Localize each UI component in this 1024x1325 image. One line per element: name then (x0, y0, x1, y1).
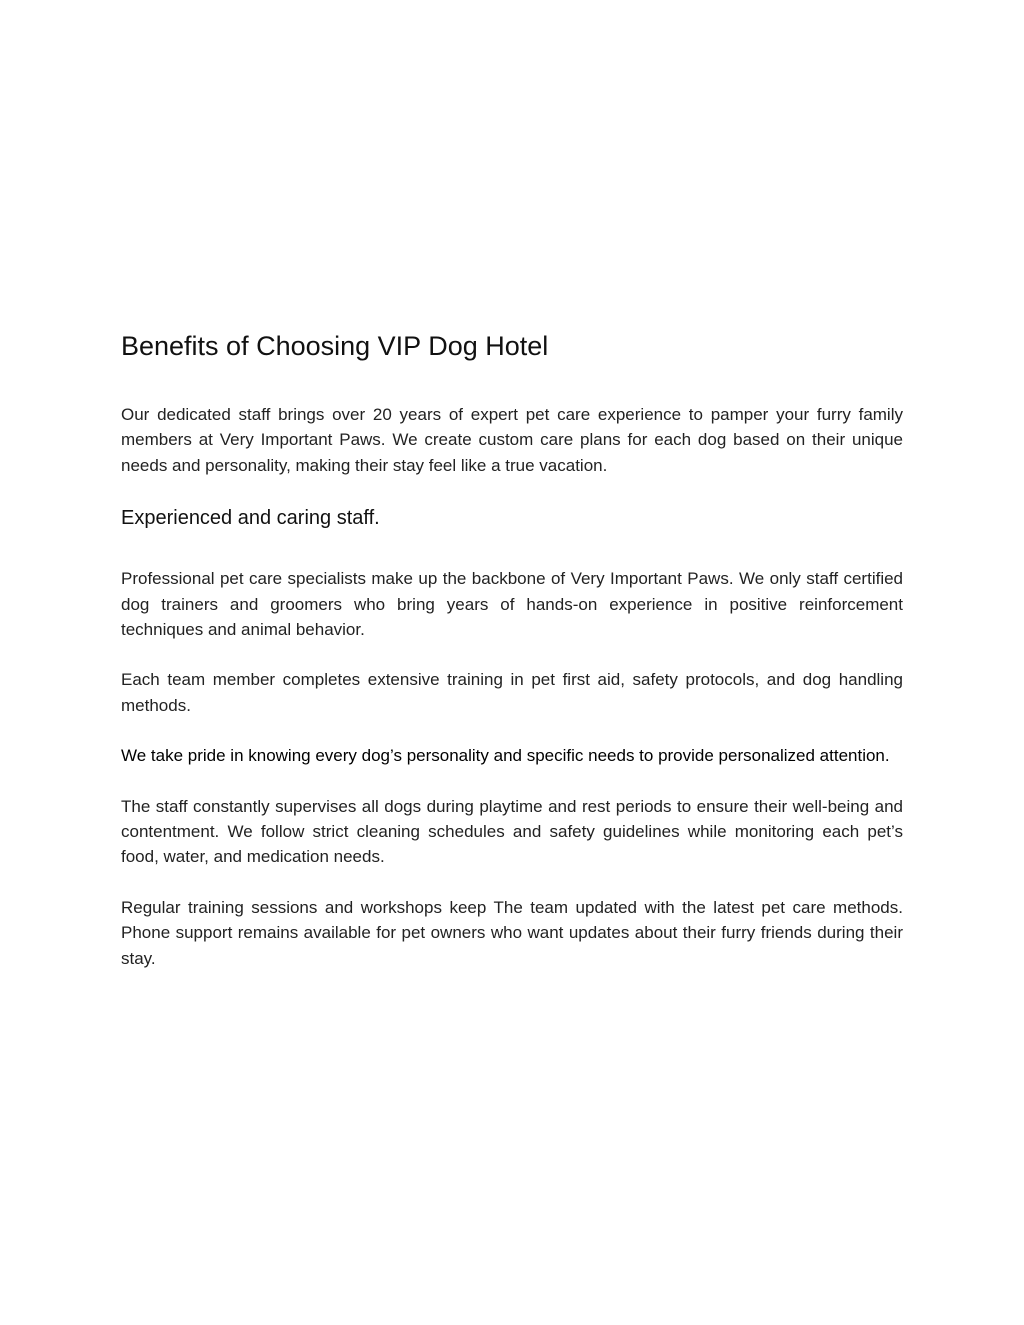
staff-paragraph-1: Professional pet care specialists make up the backbone of Very Important Paws. We only staff certified dog trainers and groomers who bring years of hands-on experience in positive reinforcement techniques and animal behavior. (121, 569, 903, 640)
document-page (121, 326, 903, 996)
section-heading: Experienced and caring staff. (121, 507, 380, 530)
intro-paragraph: Our dedicated staff brings over 20 years of expert pet care experience to pamper your furry family members at Very Important Paws. We create custom care plans for each dog based on their unique needs and personality, making their stay feel like a true vacation. (121, 405, 903, 475)
staff-paragraph-3: We take pride in knowing every dog’s personality and specific needs to provide personalized attention. (121, 746, 890, 766)
page-title: Benefits of Choosing VIP Dog Hotel (121, 331, 549, 361)
staff-paragraph-4: The staff constantly supervises all dogs during playtime and rest periods to ensure their well-being and contentment. We follow strict cleaning schedules and safety guidelines while monitoring each pet’s food, water, and medication needs. (121, 796, 903, 867)
staff-paragraph-5: Regular training sessions and workshops keep The team updated with the latest pet care methods. Phone support remains available for pet owners who want updates about their furry friends during their stay. (121, 897, 903, 968)
staff-paragraph-2: Each team member completes extensive training in pet first aid, safety protocols, and dog handling methods. (121, 670, 903, 715)
